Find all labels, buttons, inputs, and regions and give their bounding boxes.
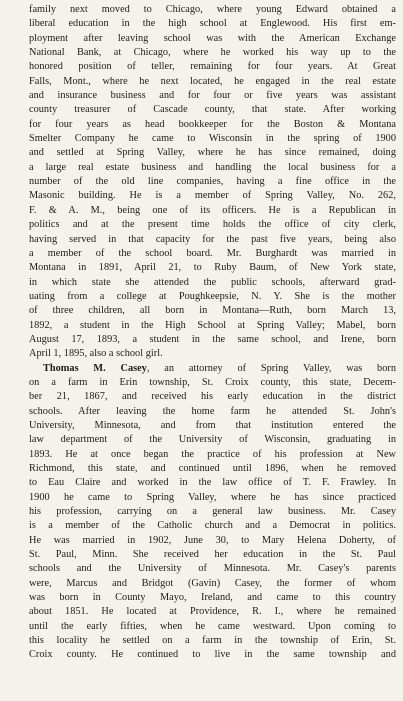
text-line: his profession, carrying on a general law business. Mr. Casey bbox=[29, 506, 396, 518]
text-line: Croix county. He continued to live in the same township and bbox=[29, 649, 396, 661]
text-line: having served in that capacity for the past five years, being also bbox=[29, 233, 396, 245]
text-line: county treasurer of Cascade county, that state. After working bbox=[29, 104, 396, 116]
text-line: honored position of teller, remaining for four years. At Great bbox=[29, 61, 396, 73]
text-line: were, Marcus and Bridgot (Gavin) Casey, the former of whom bbox=[29, 577, 396, 589]
text-line: Falls, Mont., where he next located, he engaged in the real estate bbox=[29, 75, 396, 87]
text-line: F. & A. M., being one of its officers. He is a Republican in bbox=[29, 204, 396, 216]
text-line: National Bank, at Chicago, where he worked his way up to the bbox=[29, 47, 396, 59]
text-line: Richmond, this state, and continued until 1896, when he removed bbox=[29, 463, 396, 474]
text-line: Montana in 1891, April 21, to Ruby Baum, of New York state, bbox=[29, 262, 396, 274]
text-run: , an attorney of Spring Valley, was born bbox=[146, 362, 396, 374]
text-line: is a member of the Catholic church and a Democrat in politics. bbox=[29, 520, 396, 532]
biography-text bbox=[29, 3, 396, 663]
text-line: St. Paul, Minn. She received her education in the St. Paul bbox=[29, 549, 396, 561]
text-line: a large real estate business and handling the local business for a bbox=[29, 161, 396, 173]
text-line: University, Minnesota, and from that institution entered the bbox=[29, 419, 396, 431]
text-line: uating from a college at Poughkeepsie, N. Y. She is the mother bbox=[29, 290, 396, 302]
text-line: law department of the University of Wisconsin, graduating in bbox=[29, 434, 396, 446]
text-line: and settled at Spring Valley, where he has since remained, doing bbox=[29, 147, 396, 159]
text-line: and insurance business and for four or five years was assistant bbox=[29, 90, 396, 102]
text-line: politics and at the present time holds the office of city clerk, bbox=[29, 219, 396, 231]
text-line: family next moved to Chicago, where young Edward obtained a bbox=[29, 4, 396, 15]
text-line: number of the old line companies, having a fine office in the bbox=[29, 176, 396, 188]
text-line: April 1, 1895, also a school girl. bbox=[29, 348, 163, 360]
text-line: 1900 he came to Spring Valley, where he has since practiced bbox=[29, 491, 396, 503]
text-line: Smelter Company he came to Wisconsin in the spring of 1900 bbox=[29, 133, 396, 145]
text-line: ployment after leaving school was with the American Exchange bbox=[29, 32, 396, 44]
text-line: about 1851. He located at Providence, R. I., where he remained bbox=[29, 606, 396, 618]
text-line: He was married in 1902, June 30, to Mary Helena Doherty, of bbox=[29, 534, 396, 546]
text-line: on a farm in Erin township, St. Croix county, this state, Decem- bbox=[29, 376, 396, 388]
text-line: 1892, a student in the High School at Spring Valley; Mabel, born bbox=[29, 319, 396, 331]
text-line: schools. After leaving the home farm he attended St. John's bbox=[29, 405, 396, 417]
text-line: August 17, 1893, a student in the same school, and Irene, born bbox=[29, 333, 396, 345]
paragraph-first-line bbox=[29, 362, 396, 376]
text-line: a member of the school board. Mr. Burghardt was married in bbox=[29, 247, 396, 259]
text-line: schools and the University of Minnesota. Mr. Casey's parents bbox=[29, 563, 396, 575]
text-line: this locality he settled on a farm in the township of Erin, St. bbox=[29, 635, 396, 647]
text-line: liberal education in the high school at Englewood. His first em- bbox=[29, 18, 396, 30]
text-line: 1893. He at once began the practice of his profession at New bbox=[29, 448, 396, 460]
text-line: in which state she attended the public schools, afterward grad- bbox=[29, 276, 396, 288]
subject-name: Thomas M. Casey bbox=[43, 362, 147, 374]
text-line: until the early fifties, when he came westward. Upon coming to bbox=[29, 620, 396, 632]
text-line: of three children, all born in Montana—Ruth, born March 13, bbox=[29, 305, 396, 317]
text-line: Masonic building. He is a member of Spring Valley, No. 262, bbox=[29, 190, 396, 202]
text-line: was born in County Mayo, Ireland, and came to this country bbox=[29, 592, 396, 604]
text-line: to Eau Claire and worked in the law office of T. F. Frawley. In bbox=[29, 477, 396, 489]
text-line: ber 21, 1867, and received his early education in the district bbox=[29, 391, 396, 403]
text-line: for four years as head bookkeeper for the Boston & Montana bbox=[29, 118, 396, 130]
